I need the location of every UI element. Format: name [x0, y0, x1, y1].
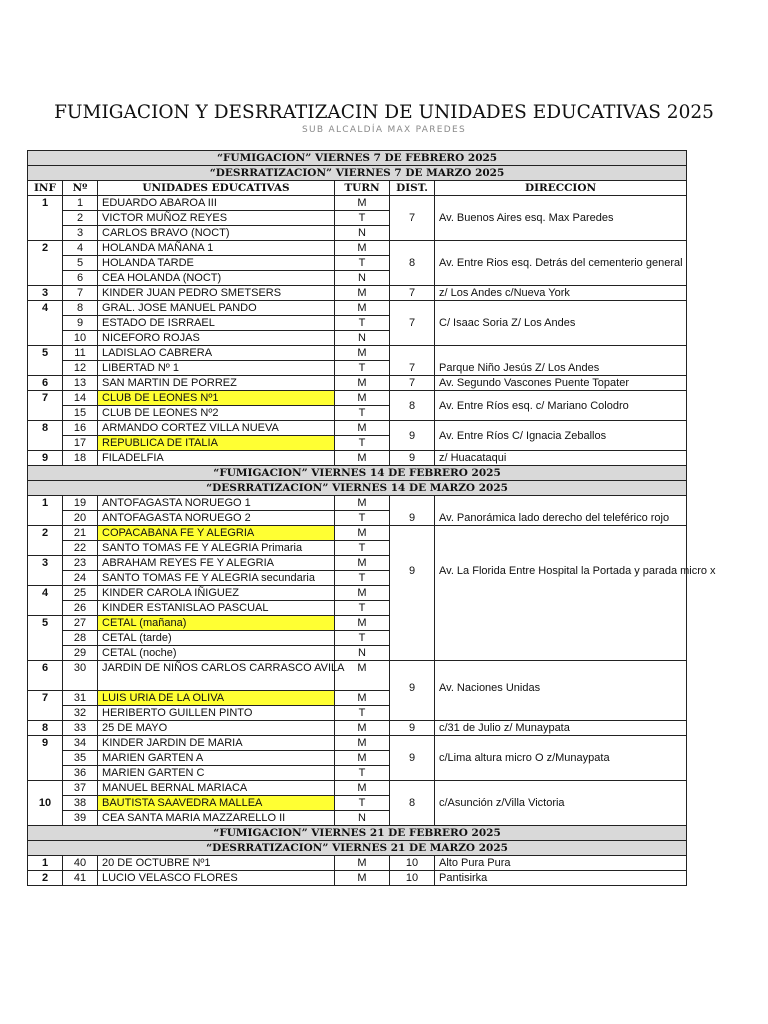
school-cell: KINDER CAROLA IÑIGUEZ — [98, 586, 335, 601]
num-cell: 16 — [63, 421, 98, 436]
num-cell: 41 — [63, 871, 98, 886]
dist-cell: 9 — [390, 736, 435, 781]
num-cell: 10 — [63, 331, 98, 346]
num-cell: 31 — [63, 691, 98, 706]
turn-cell: T — [335, 256, 390, 271]
turn-cell: N — [335, 646, 390, 661]
num-cell: 21 — [63, 526, 98, 541]
school-cell: EDUARDO ABAROA III — [98, 196, 335, 211]
num-cell: 34 — [63, 736, 98, 751]
turn-cell: T — [335, 796, 390, 811]
turn-cell: T — [335, 571, 390, 586]
table-row — [28, 856, 687, 871]
school-cell-highlighted: CLUB DE LEONES Nº1 — [98, 391, 335, 406]
inf-cell: 10 — [28, 781, 63, 826]
num-cell: 18 — [63, 451, 98, 466]
num-cell: 2 — [63, 211, 98, 226]
num-cell: 37 — [63, 781, 98, 796]
school-cell-highlighted: BAUTISTA SAAVEDRA MALLEA — [98, 796, 335, 811]
address-cell: Pantisirka — [435, 871, 687, 886]
turn-cell: M — [335, 586, 390, 601]
turn-cell: T — [335, 316, 390, 331]
address-cell: Av. Panorámica lado derecho del teleférico rojo — [435, 496, 687, 526]
dist-cell: 10 — [390, 856, 435, 871]
turn-cell: M — [335, 781, 390, 796]
num-cell: 23 — [63, 556, 98, 571]
school-cell: CARLOS BRAVO (NOCT) — [98, 226, 335, 241]
inf-cell: 2 — [28, 241, 63, 286]
num-cell: 20 — [63, 511, 98, 526]
section-deratization-date: “DESRRATIZACION” VIERNES 21 DE MARZO 2025 — [28, 841, 687, 856]
school-cell: LIBERTAD Nº 1 — [98, 361, 335, 376]
address-cell: z/ Huacataqui — [435, 451, 687, 466]
section-header — [28, 151, 687, 166]
num-cell: 14 — [63, 391, 98, 406]
num-cell: 35 — [63, 751, 98, 766]
header-turn: TURN — [335, 181, 390, 196]
turn-cell: T — [335, 436, 390, 451]
num-cell: 3 — [63, 226, 98, 241]
num-cell: 12 — [63, 361, 98, 376]
address-cell: c/Lima altura micro O z/Munaypata — [435, 736, 687, 781]
turn-cell: M — [335, 241, 390, 256]
school-cell-highlighted: COPACABANA FE Y ALEGRIA — [98, 526, 335, 541]
school-cell: ABRAHAM REYES FE Y ALEGRIA — [98, 556, 335, 571]
table-row — [28, 376, 687, 391]
dist-cell: 9 — [390, 496, 435, 526]
column-header-row — [28, 181, 687, 196]
table-row — [28, 301, 687, 316]
school-cell: HOLANDA MAÑANA 1 — [98, 241, 335, 256]
turn-cell: M — [335, 751, 390, 766]
turn-cell: M — [335, 391, 390, 406]
school-cell: NICEFORO ROJAS — [98, 331, 335, 346]
address-cell: c/31 de Julio z/ Munaypata — [435, 721, 687, 736]
section-header — [28, 481, 687, 496]
turn-cell: M — [335, 451, 390, 466]
address-cell: Av. Entre Rios esq. Detrás del cementerio general — [435, 241, 687, 286]
inf-cell: 2 — [28, 526, 63, 556]
inf-cell: 5 — [28, 346, 63, 376]
section-header — [28, 166, 687, 181]
num-cell: 25 — [63, 586, 98, 601]
section-fumigation-date: “FUMIGACION” VIERNES 14 DE FEBRERO 2025 — [28, 466, 687, 481]
school-cell: JARDIN DE NIÑOS CARLOS CARRASCO AVILA — [98, 661, 335, 691]
dist-cell: 7 — [390, 301, 435, 346]
dist-cell: 7 — [390, 376, 435, 391]
header-dist: DIST. — [390, 181, 435, 196]
inf-cell: 1 — [28, 856, 63, 871]
turn-cell: N — [335, 811, 390, 826]
num-cell: 30 — [63, 661, 98, 691]
dist-cell: 7 — [390, 346, 435, 376]
address-cell: Av. Entre Ríos C/ Ignacia Zeballos — [435, 421, 687, 451]
turn-cell: M — [335, 421, 390, 436]
school-cell: VICTOR MUÑOZ REYES — [98, 211, 335, 226]
num-cell: 32 — [63, 706, 98, 721]
header-direccion: DIRECCION — [435, 181, 687, 196]
table-row — [28, 346, 687, 361]
dist-cell: 8 — [390, 391, 435, 421]
num-cell: 15 — [63, 406, 98, 421]
num-cell: 17 — [63, 436, 98, 451]
table-row — [28, 391, 687, 406]
inf-cell: 7 — [28, 391, 63, 421]
turn-cell: M — [335, 301, 390, 316]
dist-cell: 8 — [390, 781, 435, 826]
num-cell: 36 — [63, 766, 98, 781]
num-cell: 4 — [63, 241, 98, 256]
num-cell: 27 — [63, 616, 98, 631]
dist-cell: 9 — [390, 421, 435, 451]
inf-cell: 2 — [28, 871, 63, 886]
school-cell: CEA SANTA MARIA MAZZARELLO II — [98, 811, 335, 826]
address-cell: c/Asunción z/Villa Victoria — [435, 781, 687, 826]
table-row — [28, 196, 687, 211]
table-row — [28, 661, 687, 691]
inf-cell: 8 — [28, 721, 63, 736]
table-row — [28, 871, 687, 886]
address-cell: Av. Entre Ríos esq. c/ Mariano Colodro — [435, 391, 687, 421]
dist-cell: 10 — [390, 871, 435, 886]
turn-cell: M — [335, 616, 390, 631]
turn-cell: M — [335, 196, 390, 211]
turn-cell: N — [335, 226, 390, 241]
table-row — [28, 526, 687, 541]
table-row — [28, 451, 687, 466]
school-cell: CETAL (noche) — [98, 646, 335, 661]
school-cell-highlighted: REPUBLICA DE ITALIA — [98, 436, 335, 451]
turn-cell: M — [335, 286, 390, 301]
turn-cell: M — [335, 661, 390, 691]
school-cell: CLUB DE LEONES Nº2 — [98, 406, 335, 421]
inf-cell: 9 — [28, 736, 63, 781]
turn-cell: T — [335, 631, 390, 646]
section-header — [28, 841, 687, 856]
address-cell: Av. Buenos Aires esq. Max Paredes — [435, 196, 687, 241]
turn-cell: T — [335, 211, 390, 226]
inf-cell: 6 — [28, 661, 63, 691]
num-cell: 9 — [63, 316, 98, 331]
num-cell: 1 — [63, 196, 98, 211]
dist-cell: 9 — [390, 661, 435, 721]
turn-cell: M — [335, 856, 390, 871]
turn-cell: M — [335, 871, 390, 886]
school-cell-highlighted: LUIS URIA DE LA OLIVA — [98, 691, 335, 706]
school-cell: CETAL (tarde) — [98, 631, 335, 646]
page-subtitle: SUB ALCALDÍA MAX PAREDES — [302, 125, 466, 135]
dist-cell: 8 — [390, 241, 435, 286]
school-cell: FILADELFIA — [98, 451, 335, 466]
turn-cell: T — [335, 406, 390, 421]
turn-cell: N — [335, 271, 390, 286]
address-cell: C/ Isaac Soria Z/ Los Andes — [435, 301, 687, 346]
school-cell: ESTADO DE ISRRAEL — [98, 316, 335, 331]
page-title: FUMIGACION Y DESRRATIZACIN DE UNIDADES EDUCATIVAS 2025 — [54, 102, 714, 123]
address-cell: Parque Niño Jesús Z/ Los Andes — [435, 346, 687, 376]
inf-cell: 7 — [28, 691, 63, 721]
inf-cell: 8 — [28, 421, 63, 451]
school-cell: ANTOFAGASTA NORUEGO 2 — [98, 511, 335, 526]
num-cell: 39 — [63, 811, 98, 826]
num-cell: 11 — [63, 346, 98, 361]
table-row — [28, 721, 687, 736]
inf-cell: 4 — [28, 586, 63, 616]
turn-cell: M — [335, 376, 390, 391]
school-cell: 20 DE OCTUBRE Nº1 — [98, 856, 335, 871]
section-header — [28, 466, 687, 481]
turn-cell: T — [335, 511, 390, 526]
num-cell: 26 — [63, 601, 98, 616]
turn-cell: T — [335, 361, 390, 376]
school-cell: MARIEN GARTEN C — [98, 766, 335, 781]
header-inf: INF — [28, 181, 63, 196]
turn-cell: M — [335, 736, 390, 751]
address-cell: z/ Los Andes c/Nueva York — [435, 286, 687, 301]
address-cell: Alto Pura Pura — [435, 856, 687, 871]
school-cell: SANTO TOMAS FE Y ALEGRIA secundaria — [98, 571, 335, 586]
school-cell: ANTOFAGASTA NORUEGO 1 — [98, 496, 335, 511]
school-cell: MANUEL BERNAL MARIACA — [98, 781, 335, 796]
num-cell: 8 — [63, 301, 98, 316]
num-cell: 38 — [63, 796, 98, 811]
school-cell: KINDER JUAN PEDRO SMETSERS — [98, 286, 335, 301]
section-fumigation-date: “FUMIGACION” VIERNES 21 DE FEBRERO 2025 — [28, 826, 687, 841]
table-row — [28, 241, 687, 256]
turn-cell: M — [335, 721, 390, 736]
table-row — [28, 736, 687, 751]
dist-cell: 7 — [390, 196, 435, 241]
turn-cell: M — [335, 496, 390, 511]
turn-cell: T — [335, 706, 390, 721]
inf-cell: 3 — [28, 286, 63, 301]
dist-cell: 7 — [390, 286, 435, 301]
section-header — [28, 826, 687, 841]
school-cell: HERIBERTO GUILLEN PINTO — [98, 706, 335, 721]
school-cell: SANTO TOMAS FE Y ALEGRIA Primaria — [98, 541, 335, 556]
inf-cell: 1 — [28, 496, 63, 526]
inf-cell: 9 — [28, 451, 63, 466]
num-cell: 24 — [63, 571, 98, 586]
school-cell: SAN MARTIN DE PORREZ — [98, 376, 335, 391]
inf-cell: 6 — [28, 376, 63, 391]
section-fumigation-date: “FUMIGACION” VIERNES 7 DE FEBRERO 2025 — [28, 151, 687, 166]
inf-cell: 5 — [28, 616, 63, 661]
num-cell: 28 — [63, 631, 98, 646]
table-row — [28, 781, 687, 796]
inf-cell: 1 — [28, 196, 63, 241]
school-cell: CEA HOLANDA (NOCT) — [98, 271, 335, 286]
schedule-table — [27, 150, 716, 886]
dist-cell: 9 — [390, 451, 435, 466]
address-cell: Av. Segundo Vascones Puente Topater — [435, 376, 687, 391]
school-cell: LADISLAO CABRERA — [98, 346, 335, 361]
school-cell: HOLANDA TARDE — [98, 256, 335, 271]
turn-cell: T — [335, 541, 390, 556]
school-cell: KINDER ESTANISLAO PASCUAL — [98, 601, 335, 616]
address-cell: Av. La Florida Entre Hospital la Portada y parada micro x — [435, 526, 687, 661]
school-cell: MARIEN GARTEN A — [98, 751, 335, 766]
section-deratization-date: “DESRRATIZACION” VIERNES 7 DE MARZO 2025 — [28, 166, 687, 181]
num-cell: 7 — [63, 286, 98, 301]
table-row — [28, 286, 687, 301]
school-cell: LUCIO VELASCO FLORES — [98, 871, 335, 886]
section-deratization-date: “DESRRATIZACION” VIERNES 14 DE MARZO 2025 — [28, 481, 687, 496]
table-row — [28, 421, 687, 436]
inf-cell: 4 — [28, 301, 63, 346]
dist-cell: 9 — [390, 721, 435, 736]
table-row — [28, 496, 687, 511]
turn-cell: M — [335, 526, 390, 541]
turn-cell: T — [335, 601, 390, 616]
dist-cell: 9 — [390, 526, 435, 661]
num-cell: 6 — [63, 271, 98, 286]
school-cell-highlighted: CETAL (mañana) — [98, 616, 335, 631]
school-cell: GRAL. JOSE MANUEL PANDO — [98, 301, 335, 316]
header-unidad: UNIDADES EDUCATIVAS — [98, 181, 335, 196]
school-cell: 25 DE MAYO — [98, 721, 335, 736]
num-cell: 29 — [63, 646, 98, 661]
header-num: Nº — [63, 181, 98, 196]
turn-cell: M — [335, 556, 390, 571]
inf-cell: 3 — [28, 556, 63, 586]
num-cell: 33 — [63, 721, 98, 736]
num-cell: 5 — [63, 256, 98, 271]
num-cell: 13 — [63, 376, 98, 391]
num-cell: 22 — [63, 541, 98, 556]
num-cell: 19 — [63, 496, 98, 511]
school-cell: KINDER JARDIN DE MARIA — [98, 736, 335, 751]
turn-cell: M — [335, 691, 390, 706]
school-cell: ARMANDO CORTEZ VILLA NUEVA — [98, 421, 335, 436]
num-cell: 40 — [63, 856, 98, 871]
turn-cell: M — [335, 346, 390, 361]
turn-cell: T — [335, 766, 390, 781]
turn-cell: N — [335, 331, 390, 346]
address-cell: Av. Naciones Unidas — [435, 661, 687, 721]
